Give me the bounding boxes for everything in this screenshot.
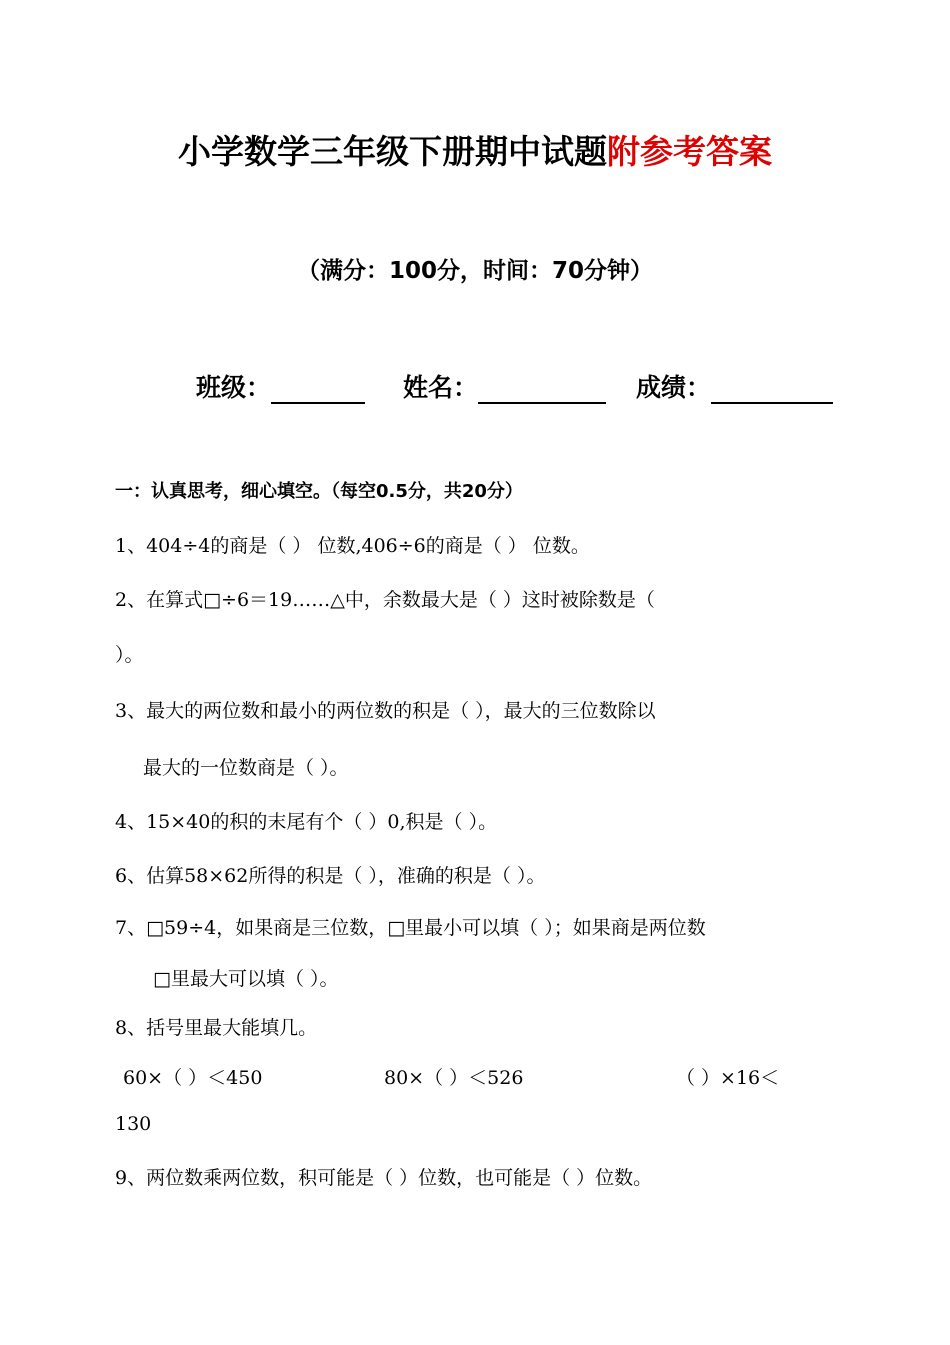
question-2-line-2: ）。 (115, 644, 144, 666)
question-9: 9、两位数乘两位数，积可能是（ ）位数，也可能是（ ）位数。 (115, 1167, 653, 1189)
question-3-line-2: 最大的一位数商是（ ）。 (143, 757, 349, 779)
section-heading-1: 一：认真思考，细心填空。（每空0.5分，共20分） (115, 481, 523, 502)
question-7-line-1: 7、□59÷4，如果商是三位数，□里最小可以填（ ）；如果商是两位数 (115, 917, 706, 939)
question-8-item-a: 60×（ ）＜450 (123, 1067, 263, 1089)
question-6: 6、估算58×62所得的积是（ ），准确的积是（ ）。 (115, 865, 546, 887)
name-blank[interactable] (478, 374, 606, 404)
class-label: 班级： (196, 373, 272, 402)
question-2-line-1: 2、在算式□÷6＝19……△中，余数最大是（ ）这时被除数是（ (115, 589, 655, 611)
question-4: 4、15×40的积的末尾有个（ ）0,积是（ ）。 (115, 811, 498, 833)
class-field (196, 368, 365, 404)
question-8-item-c-continued: 130 (115, 1113, 152, 1135)
title-answer-note: 附参考答案 (607, 132, 772, 171)
question-8: 8、括号里最大能填几。 (115, 1017, 318, 1039)
score-field (636, 368, 833, 404)
class-blank[interactable] (271, 374, 365, 404)
question-7-line-2: □里最大可以填（ ）。 (153, 968, 339, 990)
score-label: 成绩： (636, 373, 712, 402)
title-main: 小学数学三年级下册期中试题 (178, 132, 607, 171)
question-8-item-c: （ ）×16＜ (676, 1067, 780, 1089)
name-label: 姓名： (403, 373, 479, 402)
question-8-item-b: 80×（ ）＜526 (384, 1067, 524, 1089)
question-1: 1、404÷4的商是（ ） 位数,406÷6的商是（ ） 位数。 (115, 535, 590, 557)
name-field (403, 368, 606, 404)
document-title (0, 126, 950, 173)
exam-meta: （满分：100分，时间：70分钟） (296, 258, 654, 284)
score-blank[interactable] (711, 374, 833, 404)
question-3-line-1: 3、最大的两位数和最小的两位数的积是（ ），最大的三位数除以 (115, 700, 656, 722)
